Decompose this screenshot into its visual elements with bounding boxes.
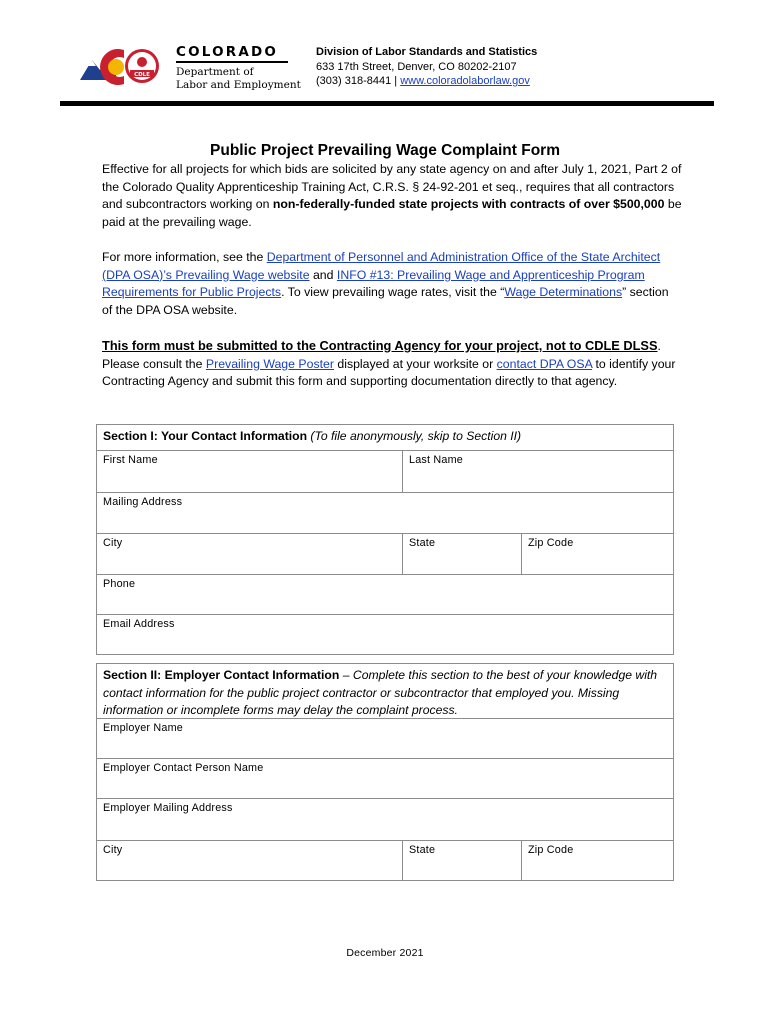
employer-city-state-zip-row (97, 840, 673, 880)
website-link[interactable]: www.coloradolaborlaw.gov (400, 75, 530, 87)
info-text-visit: . To view prevailing wage rates, visit the “ (281, 285, 505, 300)
employer-mailing-address-row (97, 798, 673, 840)
division-info (316, 45, 537, 89)
employer-contact-person-field[interactable] (97, 759, 673, 798)
footer-date: December 2021 (346, 947, 424, 959)
employer-mailing-address-field[interactable] (97, 799, 673, 840)
section-1-note: (To file anonymously, skip to Section II) (307, 429, 522, 443)
last-name-label: Last Name (409, 454, 464, 466)
prevailing-wage-poster-link[interactable]: Prevailing Wage Poster (205, 356, 334, 371)
employer-zip-code-field[interactable] (521, 841, 673, 880)
employer-city-label: City (103, 844, 123, 856)
employer-state-label: State (409, 844, 436, 856)
intro-bold-text: non-federally-funded state projects with contracts of over $500,000 (272, 197, 665, 212)
cdle-logo-text: CDLE (134, 72, 150, 78)
org-block (176, 44, 301, 91)
employer-name-label: Employer Name (103, 722, 184, 734)
email-row (97, 614, 673, 654)
division-phone: (303) 318-8441 | (316, 75, 401, 87)
section-1-title: Section I: Your Contact Information (103, 429, 308, 443)
email-field[interactable] (97, 615, 673, 654)
dpa-osa-prevailing-wage-link[interactable]: Department of Personnel and Administration Office of the State Architect (DPA OSA)’s Prevailing Wage website (102, 250, 661, 282)
zip-code-field[interactable] (521, 534, 673, 574)
mailing-address-label: Mailing Address (103, 496, 183, 508)
submission-text-end: to identify your Contracting Agency and submit this form and supporting documentation directly to that agency. (102, 356, 676, 389)
info-text-and: and (309, 267, 337, 282)
info-13-link[interactable]: INFO #13: Prevailing Wage and Apprenticeship Program Requirements for Public Projects (102, 267, 645, 300)
last-name-field[interactable] (402, 451, 673, 492)
info-paragraph (102, 249, 682, 319)
employer-state-field[interactable] (402, 841, 521, 880)
division-contact (316, 74, 537, 89)
mailing-address-field[interactable] (97, 493, 673, 533)
employer-name-field[interactable] (97, 719, 673, 758)
phone-row (97, 574, 673, 614)
org-name: COLORADO (176, 44, 279, 60)
phone-field[interactable] (97, 575, 673, 614)
phone-label: Phone (103, 578, 136, 590)
zip-code-label: Zip Code (528, 537, 574, 549)
org-divider (176, 61, 288, 63)
state-field[interactable] (402, 534, 521, 574)
colorado-cdle-logo (78, 44, 168, 88)
submission-text-or: displayed at your worksite or (333, 356, 497, 371)
info-text-end: ” section of the DPA OSA website. (102, 285, 669, 317)
page-title: Public Project Prevailing Wage Complaint Form (210, 142, 560, 159)
mailing-address-row (97, 492, 673, 533)
submission-text: . Please consult the (102, 339, 661, 371)
employer-contact-person-label: Employer Contact Person Name (103, 762, 264, 774)
section-2-title: Section II: Employer Contact Information (103, 668, 340, 682)
section-2-note: Complete this section to the best of your knowledge with contact information for the public project contractor or subcontractor that employed you. Missing information or incomplete forms may delay the complaint process. (103, 668, 658, 717)
division-title: Division of Labor Standards and Statistics (316, 46, 538, 58)
intro-text: Effective for all projects for which bids are solicited by any state agency on and after July 1, 2021, Part 2 of the Colorado Quality Apprenticeship Training Act, C.R.S. § 24-92-201 et seq., requires that all contractors and subcontractors working on (102, 162, 682, 212)
email-label: Email Address (103, 618, 175, 630)
city-state-zip-row (97, 533, 673, 574)
section-1-heading (103, 428, 667, 446)
employer-city-field[interactable] (97, 841, 402, 880)
name-row (97, 450, 673, 492)
state-label: State (409, 537, 436, 549)
employer-mailing-address-label: Employer Mailing Address (103, 802, 233, 814)
city-field[interactable] (97, 534, 402, 574)
employer-name-row (97, 718, 673, 758)
section-2-heading (103, 667, 667, 720)
wage-determinations-link[interactable]: Wage Determinations (504, 285, 623, 300)
division-address: 633 17th Street, Denver, CO 80202-2107 (316, 60, 517, 73)
header-divider (60, 101, 714, 106)
org-sub-line1: Department of (176, 66, 254, 78)
info-text: For more information, see the (102, 250, 267, 264)
first-name-label: First Name (103, 454, 158, 466)
section-1-table (96, 424, 674, 655)
intro-text-end: be paid at the prevailing wage. (102, 197, 682, 229)
submission-notice: This form must be submitted to the Contracting Agency for your project, not to CDLE DLSS (102, 338, 658, 353)
section-2-table (96, 663, 674, 881)
org-sub-line2: Labor and Employment (176, 78, 301, 91)
submission-paragraph (102, 337, 682, 391)
city-label: City (103, 537, 123, 549)
first-name-field[interactable] (97, 451, 402, 492)
contact-person-row (97, 758, 673, 798)
section-2-dash: – (339, 668, 353, 682)
intro-paragraph (102, 161, 682, 231)
employer-zip-code-label: Zip Code (528, 844, 574, 856)
contact-dpa-osa-link[interactable]: contact DPA OSA (496, 356, 593, 371)
